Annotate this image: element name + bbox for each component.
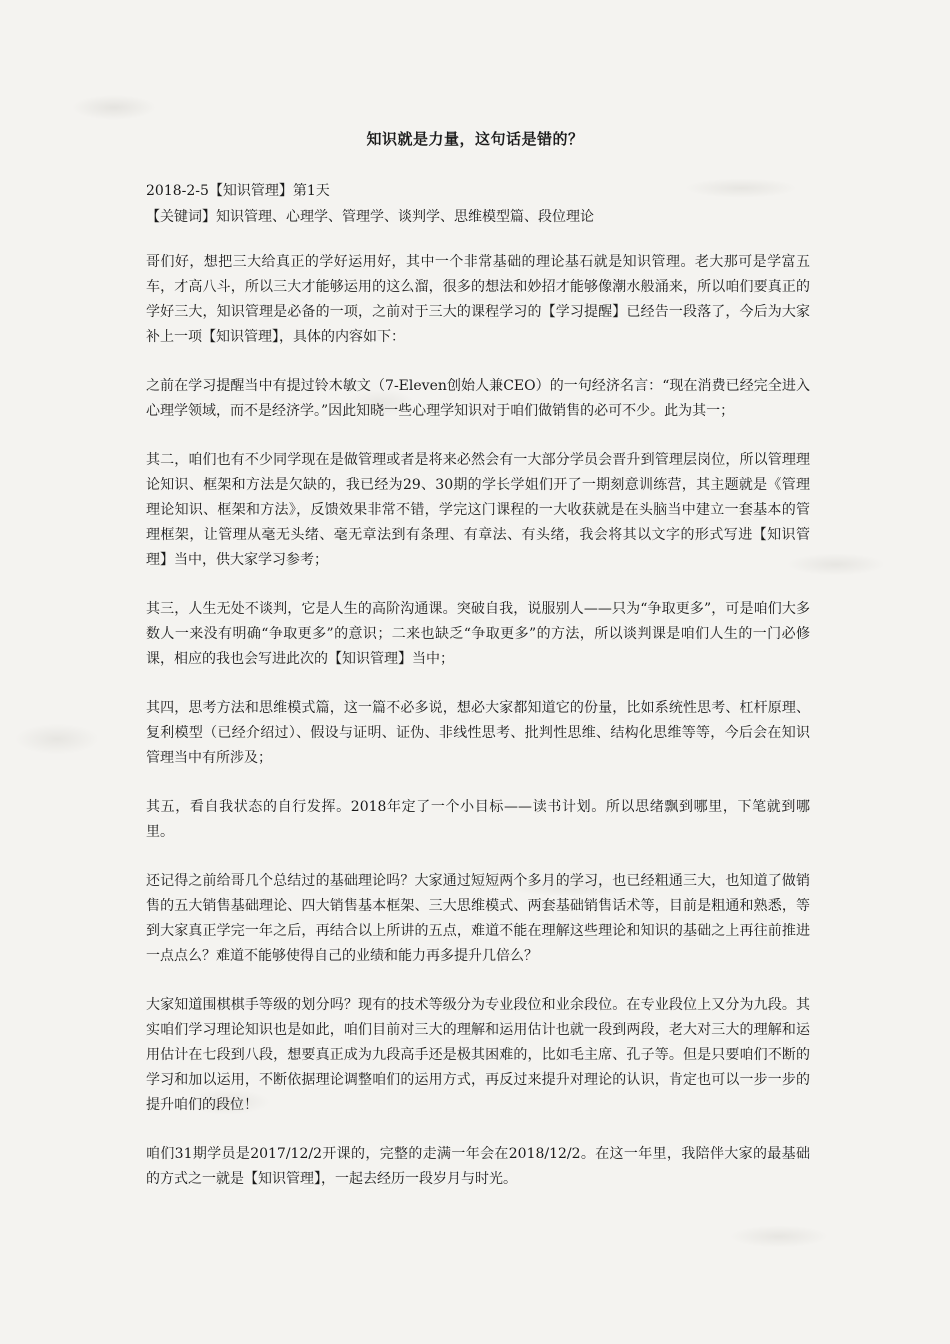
document-meta (146, 178, 826, 230)
document-body (146, 250, 810, 1216)
keywords-line: 【关键词】知识管理、心理学、管理学、谈判学、思维模型篇、段位理论 (146, 209, 594, 225)
paragraph-point-2: 其二，咱们也有不少同学现在是做管理或者是将来必然会有一大部分学员会晋升到管理层岗位，所以管理理论知识、框架和方法是欠缺的，我已经为29、30期的学长学姐们开了一期刻意训练营，其主题就是《管理理论知识、框架和方法》，反馈效果非常不错，学完这门课程的一大收获就是在头脑当中建立一套基本的管理框架，让管理从毫无头绪、毫无章法到有条理、有章法、有头绪，我会将其以文字的形式写进【知识管理】当中，供大家学习参考； (146, 452, 810, 568)
paragraph-closing: 咱们31期学员是2017/12/2开课的，完整的走满一年会在2018/12/2。在这一年里，我陪伴大家的最基础的方式之一就是【知识管理】，一起去经历一段岁月与时光。 (146, 1146, 810, 1187)
paragraph-intro: 哥们好，想把三大给真正的学好运用好，其中一个非常基础的理论基石就是知识管理。老大那可是学富五车，才高八斗，所以三大才能够运用的这么溜，很多的想法和妙招才能够像潮水般涌来，所以咱们要真正的学好三大，知识管理是必备的一项，之前对于三大的课程学习的【学习提醒】已经告一段落了，今后为大家补上一项【知识管理】，具体的内容如下： (146, 254, 810, 345)
paragraph-review: 还记得之前给哥几个总结过的基础理论吗？大家通过短短两个多月的学习，也已经粗通三大，也知道了做销售的五大销售基础理论、四大销售基本框架、三大思维模式、两套基础销售话术等，目前是粗通和熟悉，等到大家真正学完一年之后，再结合以上所讲的五点，难道不能在理解这些理论和知识的基础之上再往前推进一点点么？难道不能够使得自己的业绩和能力再多提升几倍么？ (146, 873, 810, 964)
date-line: 2018-2-5【知识管理】第1天 (146, 183, 330, 199)
paragraph-point-3: 其三，人生无处不谈判，它是人生的高阶沟通课。突破自我，说服别人——只为“争取更多”，可是咱们大多数人一来没有明确“争取更多”的意识；二来也缺乏“争取更多”的方法，所以谈判课是咱们人生的一门必修课，相应的我也会写进此次的【知识管理】当中； (146, 601, 810, 667)
paragraph-go-ranks: 大家知道围棋棋手等级的划分吗？现有的技术等级分为专业段位和业余段位。在专业段位上又分为九段。其实咱们学习理论知识也是如此，咱们目前对三大的理解和运用估计也就一段到两段，老大对三大的理解和运用估计在七段到八段，想要真正成为九段高手还是极其困难的，比如毛主席、孔子等。但是只要咱们不断的学习和加以运用，不断依据理论调整咱们的运用方式，再反过来提升对理论的认识，肯定也可以一步一步的提升咱们的段位！ (146, 997, 810, 1113)
page-title: 知识就是力量，这句话是错的？ (366, 130, 584, 148)
paragraph-point-1: 之前在学习提醒当中有提过铃木敏文（7-Eleven创始人兼CEO）的一句经济名言：“现在消费已经完全进入心理学领域，而不是经济学。”因此知晓一些心理学知识对于咱们做销售的必可不少。此为其一； (146, 378, 810, 419)
paragraph-point-5: 其五，看自我状态的自行发挥。2018年定了一个小目标——读书计划。所以思绪飘到哪里，下笔就到哪里。 (146, 799, 810, 840)
paragraph-point-4: 其四，思考方法和思维模式篇，这一篇不必多说，想必大家都知道它的份量，比如系统性思考、杠杆原理、复利模型（已经介绍过）、假设与证明、证伪、非线性思考、批判性思维、结构化思维等等，今后会在知识管理当中有所涉及； (146, 700, 810, 766)
